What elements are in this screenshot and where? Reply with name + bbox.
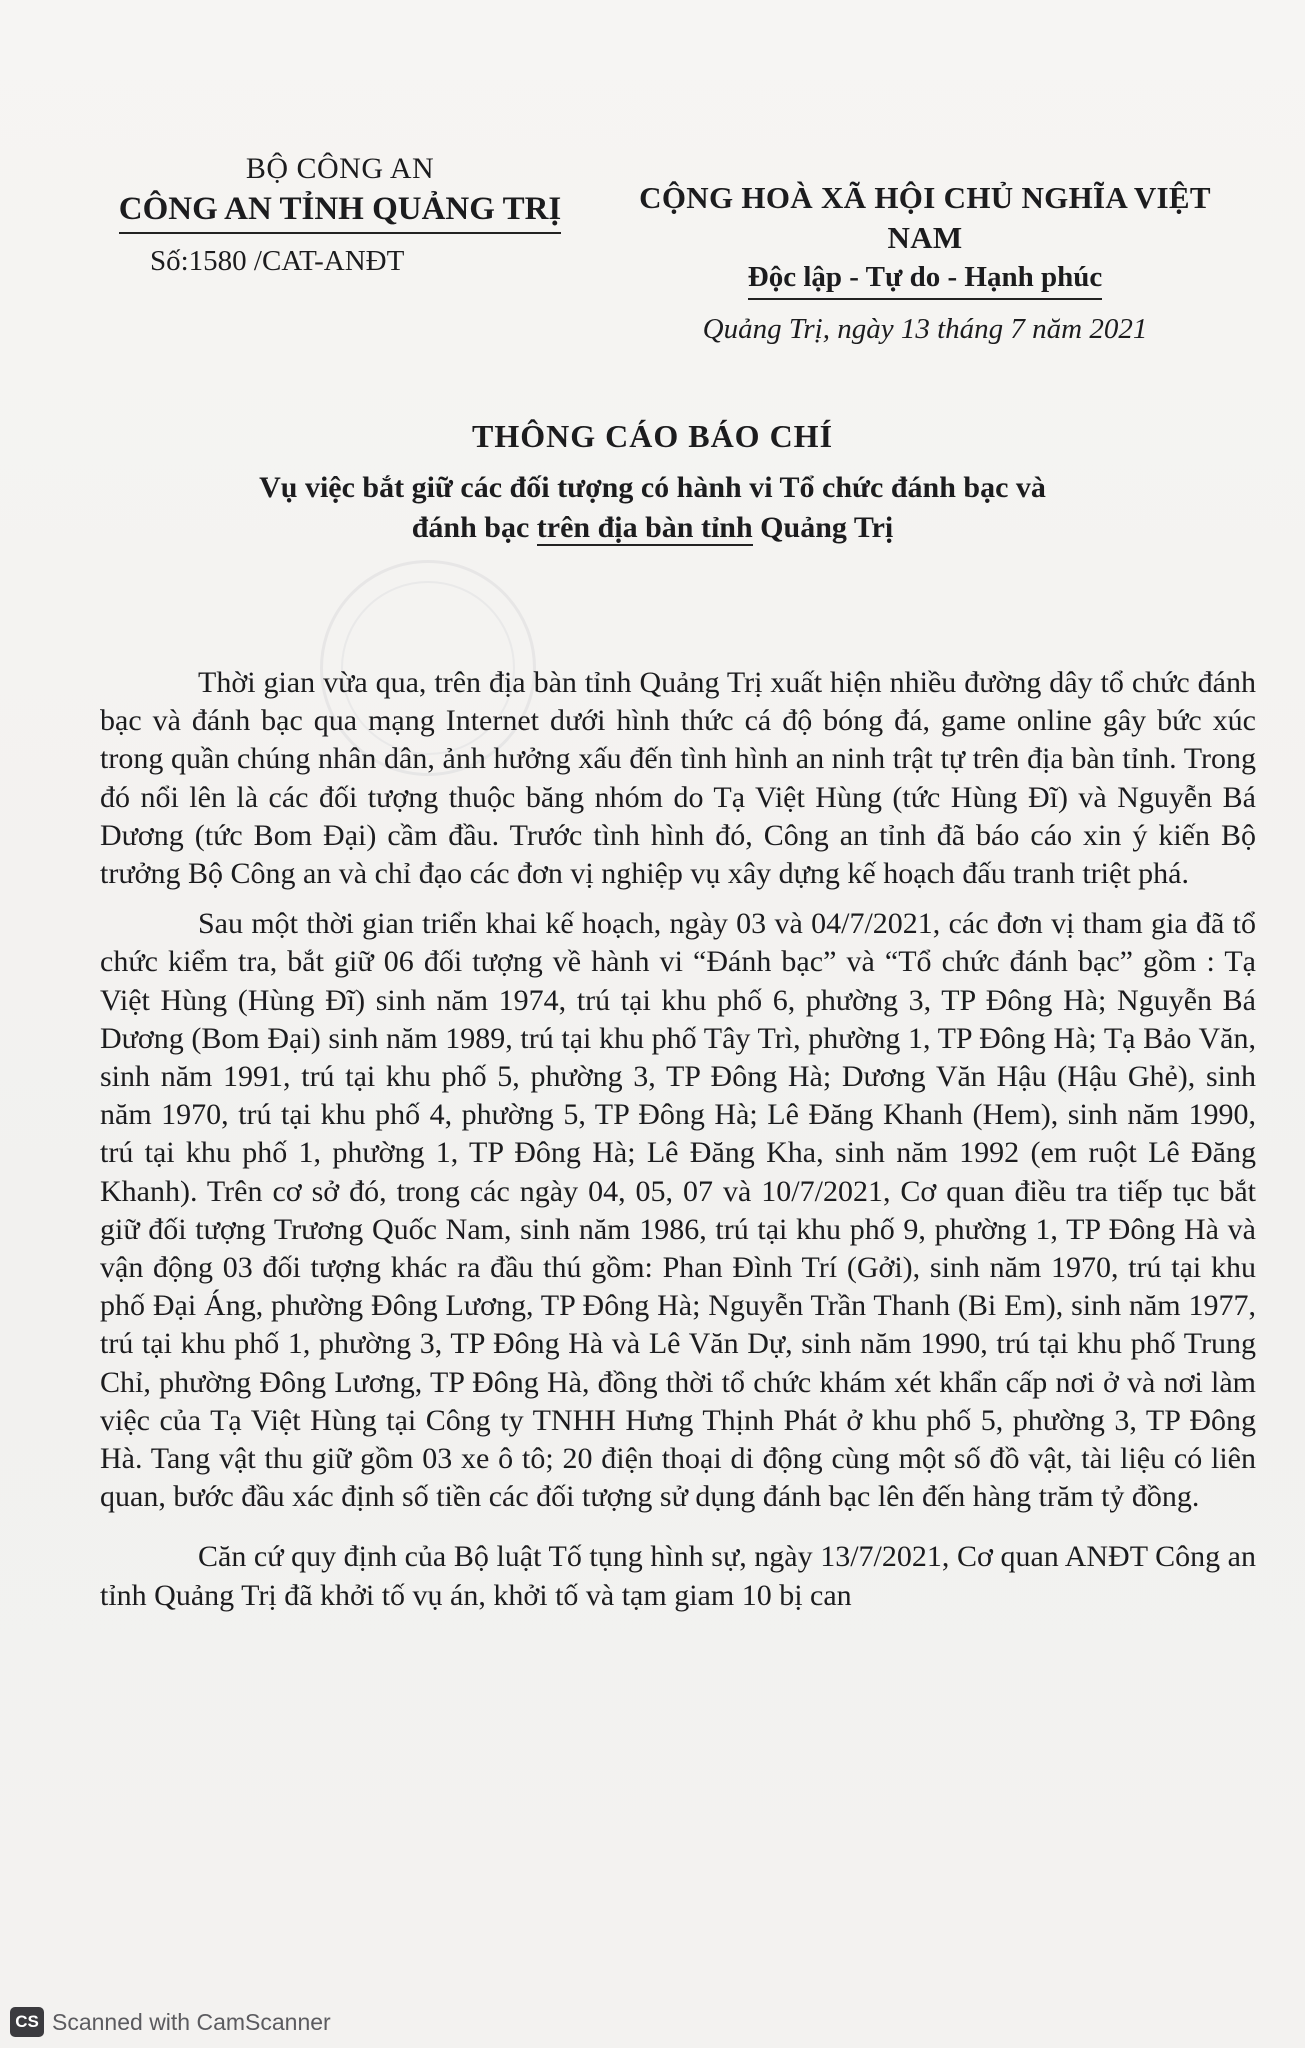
subtitle-underlined: trên địa bàn tỉnh	[536, 511, 753, 544]
scanner-watermark	[10, 2004, 331, 2040]
national-header-block	[600, 178, 1250, 348]
watermark-text: Scanned with CamScanner	[52, 2008, 331, 2035]
document-body	[100, 664, 1256, 1627]
title-block	[60, 414, 1245, 548]
agency-name: CÔNG AN TỈNH QUẢNG TRỊ	[119, 188, 562, 234]
camscanner-logo-icon: CS	[10, 2007, 44, 2037]
document-title: THÔNG CÁO BÁO CHÍ	[471, 418, 834, 454]
document-number: Số:1580 /CAT-ANĐT	[150, 245, 405, 277]
national-motto: Độc lập - Tự do - Hạnh phúc	[748, 258, 1103, 300]
ministry-name: BỘ CÔNG AN	[245, 152, 435, 185]
document-subtitle	[60, 468, 1245, 548]
subtitle-suffix: Quảng Trị	[752, 511, 894, 544]
paragraph: Thời gian vừa qua, trên địa bàn tỉnh Quảng Trị xuất hiện nhiều đường dây tổ chức đánh bạc và đánh bạc qua mạng Internet dưới hình thức cá độ bóng đá, game online gây bức xúc trong quần chúng nhân dân, ảnh hưởng xấu đến tình hình an ninh trật tự trên địa bàn tỉnh. Trong đó nổi lên là các đối tượng thuộc băng nhóm do Tạ Việt Hùng (tức Hùng Đĩ) và Nguyễn Bá Dương (tức Bom Đại) cầm đầu. Trước tình hình đó, Công an tỉnh đã báo cáo xin ý kiến Bộ trưởng Bộ Công an và chỉ đạo các đơn vị nghiệp vụ xây dựng kế hoạch đấu tranh triệt phá.	[100, 666, 1256, 891]
subtitle-line-2	[60, 508, 1245, 548]
country-name: CỘNG HOÀ XÃ HỘI CHỦ NGHĨA VIỆT NAM	[639, 180, 1211, 255]
subtitle-line-1: Vụ việc bắt giữ các đối tượng có hành vi Tổ chức đánh bạc và	[259, 471, 1046, 504]
paragraph: Sau một thời gian triển khai kế hoạch, ngày 03 và 04/7/2021, các đơn vị tham gia đã tổ chức kiểm tra, bắt giữ 06 đối tượng về hành vi “Đánh bạc” và “Tổ chức đánh bạc” gồm : Tạ Việt Hùng (Hùng Đĩ) sinh năm 1974, trú tại khu phố 6, phường 3, TP Đông Hà; Nguyễn Bá Dương (Bom Đại) sinh năm 1989, trú tại khu phố Tây Trì, phường 1, TP Đông Hà; Tạ Bảo Văn, sinh năm 1991, trú tại khu phố 5, phường 3, TP Đông Hà; Dương Văn Hậu (Hậu Ghẻ), sinh năm 1970, trú tại khu phố 4, phường 5, TP Đông Hà; Lê Đăng Khanh (Hem), sinh năm 1990, trú tại khu phố 1, phường 1, TP Đông Hà; Lê Đăng Kha, sinh năm 1992 (em ruột Lê Đăng Khanh). Trên cơ sở đó, trong các ngày 04, 05, 07 và 10/7/2021, Cơ quan điều tra tiếp tục bắt giữ đối tượng Trương Quốc Nam, sinh năm 1986, trú tại khu phố 9, phường 1, TP Đông Hà và vận động 03 đối tượng khác ra đầu thú gồm: Phan Đình Trí (Gởi), sinh năm 1970, trú tại khu phố Đại Áng, phường Đông Lương, TP Đông Hà; Nguyễn Trần Thanh (Bi Em), sinh năm 1977, trú tại khu phố 1, phường 3, TP Đông Hà và Lê Văn Dự, sinh năm 1990, trú tại khu phố Trung Chỉ, phường Đông Lương, TP Đông Hà, đồng thời tổ chức khám xét khẩn cấp nơi ở và nơi làm việc của Tạ Việt Hùng tại Công ty TNHH Hưng Thịnh Phát ở khu phố 5, phường 3, TP Đông Hà. Tang vật thu giữ gồm 03 xe ô tô; 20 điện thoại di động cùng một số đồ vật, tài liệu có liên quan, bước đầu xác định số tiền các đối tượng sử dụng đánh bạc lên đến hàng trăm tỷ đồng.	[100, 907, 1256, 1514]
place-date: Quảng Trị, ngày 13 tháng 7 năm 2021	[702, 313, 1148, 345]
paragraph: Căn cứ quy định của Bộ luật Tố tụng hình sự, ngày 13/7/2021, Cơ quan ANĐT Công an tỉnh Quảng Trị đã khởi tố vụ án, khởi tố và tạm giam 10 bị can	[100, 1540, 1256, 1612]
issuing-agency-block	[110, 150, 570, 280]
subtitle-prefix: đánh bạc	[411, 511, 537, 544]
